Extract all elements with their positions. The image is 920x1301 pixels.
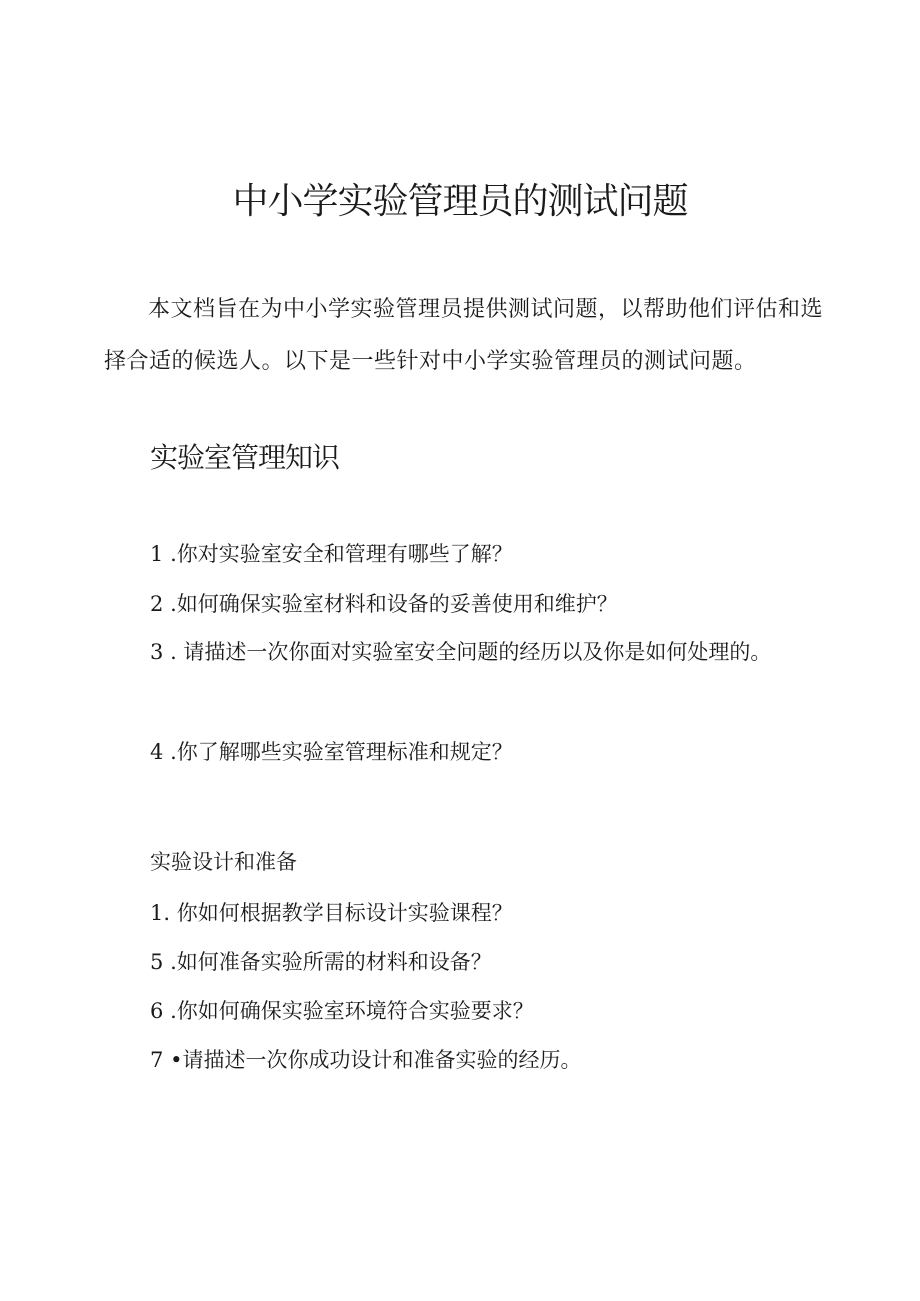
question-item bbox=[104, 626, 804, 678]
question-text: .如何准备实验所需的材料和设备？ bbox=[170, 950, 492, 974]
question-number: 7 bbox=[150, 1048, 164, 1072]
question-number: 1. bbox=[150, 901, 171, 925]
question-number: 4 bbox=[150, 740, 164, 764]
question-text: 你如何根据教学目标设计实验课程？ bbox=[176, 901, 513, 925]
document-title: 中小学实验管理员的测试问题 bbox=[232, 181, 688, 222]
intro-paragraph: 本文档旨在为中小学实验管理员提供测试问题，以帮助他们评估和选择合适的候选人。以下是一些针对中小学实验管理员的测试问题。 bbox=[104, 297, 824, 374]
question-number: 2 bbox=[150, 592, 164, 616]
question-item bbox=[150, 539, 513, 569]
question-text: .你了解哪些实验室管理标准和规定？ bbox=[170, 740, 513, 764]
question-number: 5 bbox=[150, 950, 164, 974]
question-text: . 请描述一次你面对实验室安全问题的经历以及你是如何处理的。 bbox=[170, 640, 772, 664]
question-item bbox=[150, 737, 513, 767]
question-item bbox=[150, 996, 534, 1026]
question-text: .如何确保实验室材料和设备的妥善使用和维护？ bbox=[170, 592, 618, 616]
question-text: .你如何确保实验室环境符合实验要求？ bbox=[170, 999, 534, 1023]
question-number: 3 bbox=[150, 640, 164, 664]
question-item bbox=[150, 1045, 581, 1075]
section-heading-experiment-design: 实验设计和准备 bbox=[150, 850, 297, 874]
section-heading-lab-management: 实验室管理知识 bbox=[150, 441, 340, 474]
question-number: 6 bbox=[150, 999, 164, 1023]
question-item bbox=[150, 947, 492, 977]
question-number: 1 bbox=[150, 542, 164, 566]
question-text: •请描述一次你成功设计和准备实验的经历。 bbox=[170, 1048, 582, 1072]
question-item bbox=[150, 589, 618, 619]
question-text: .你对实验室安全和管理有哪些了解？ bbox=[170, 542, 513, 566]
question-item bbox=[150, 898, 513, 928]
